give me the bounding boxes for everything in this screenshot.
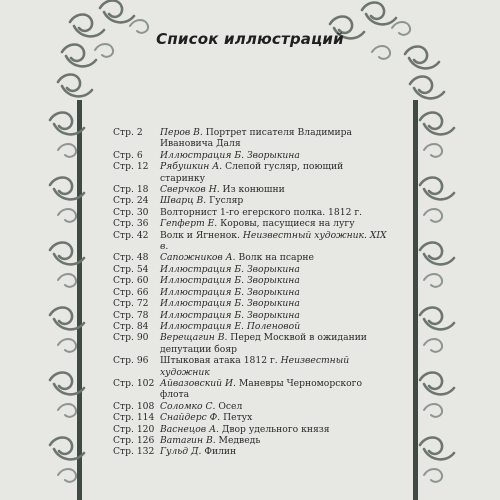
list-item (113, 310, 388, 321)
page-number: Стр. 126 (113, 434, 155, 446)
illustration-caption (160, 127, 388, 150)
artist-name: Иллюстрация Б. Зворыкина (160, 275, 300, 287)
artist-name: Ватагин В. (160, 434, 216, 446)
illustration-caption (160, 355, 388, 378)
artist-name: Иллюстрация Б. Зворыкина (160, 298, 300, 310)
artist-name: Верещагин В. (160, 332, 228, 344)
illustration-caption (160, 252, 388, 263)
artist-name: Гепферт Е. (160, 218, 218, 230)
top-left-flourish (58, 1, 148, 97)
artist-name: Перов В. (160, 127, 203, 138)
list-item (113, 424, 388, 435)
top-right-flourish (330, 3, 444, 99)
list-item (113, 298, 388, 309)
list-item (113, 195, 388, 206)
list-item (113, 230, 388, 253)
page-number: Стр. 114 (113, 412, 155, 424)
page-number: Стр. 30 (113, 206, 149, 218)
page-number: Стр. 78 (113, 309, 149, 321)
list-item (113, 378, 388, 401)
list-item (113, 287, 388, 298)
illustration-caption (160, 435, 388, 446)
page-number: Стр. 2 (113, 127, 143, 138)
page-number: Стр. 12 (113, 161, 149, 173)
list-item (113, 401, 388, 412)
page-number: Стр. 108 (113, 400, 155, 412)
artwork-title: Из конюшни (219, 184, 285, 196)
artist-name: Иллюстрация Е. Поленовой (160, 320, 301, 332)
list-item (113, 446, 388, 457)
artwork-title: Портрет писателя Владимира Ивановича Даля (160, 127, 352, 150)
illustration-caption (160, 218, 388, 229)
page-number: Стр. 6 (113, 149, 143, 161)
artwork-title: Маневры Черноморского флота (160, 377, 362, 401)
illustration-caption (160, 321, 388, 332)
page-number: Стр. 18 (113, 184, 149, 196)
right-border (413, 100, 454, 500)
page-number: Стр. 96 (113, 355, 149, 367)
artwork-title: Коровы, пасущиеся на лугу (217, 218, 355, 230)
page-number: Стр. 120 (113, 423, 155, 435)
artist-name: Васнецов А. (160, 423, 219, 435)
page-number: Стр. 72 (113, 298, 149, 310)
list-item (113, 127, 388, 150)
artist-name: Волк и Ягненок. (160, 229, 240, 241)
artwork-title: Неизвестный художник. XIX в. (160, 229, 387, 253)
artist-name: Снайдерс Ф. (160, 412, 221, 424)
page-title: Список иллюстраций (156, 30, 344, 48)
illustration-caption (160, 287, 388, 298)
artist-name: Сверчков Н. (160, 184, 220, 196)
illustration-caption (160, 378, 388, 401)
artist-name: Соломко С. (160, 400, 216, 412)
illustration-caption (160, 275, 388, 286)
list-item (113, 207, 388, 218)
page-number: Стр. 66 (113, 286, 149, 298)
page-number: Стр. 90 (113, 332, 149, 344)
list-item (113, 252, 388, 263)
artwork-title: Осел (215, 400, 243, 412)
list-item (113, 275, 388, 286)
artwork-title: Петух (220, 412, 253, 424)
page-number: Стр. 60 (113, 275, 149, 287)
illustration-caption (160, 310, 388, 321)
page-number: Стр. 42 (113, 229, 149, 241)
illustration-caption (160, 332, 388, 355)
artwork-title: Двор удельного князя (218, 423, 330, 435)
illustration-caption (160, 298, 388, 309)
artist-name: Сапожников А. (160, 252, 236, 264)
artist-name: Иллюстрация Б. Зворыкина (160, 309, 300, 321)
page-number: Стр. 54 (113, 263, 149, 275)
page-number: Стр. 36 (113, 218, 149, 230)
illustration-caption (160, 195, 388, 206)
artist-name: Шварц В. (160, 195, 207, 207)
illustrations-list (113, 127, 388, 458)
illustration-caption (160, 401, 388, 412)
list-item (113, 332, 388, 355)
left-border (50, 100, 84, 500)
illustration-caption (160, 230, 388, 253)
illustration-caption (160, 150, 388, 161)
page-number: Стр. 102 (113, 377, 155, 389)
illustration-caption (160, 446, 388, 457)
illustration-caption (160, 412, 388, 423)
artwork-title: Перед Москвой в ожидании депутации бояр (160, 332, 367, 355)
list-item (113, 150, 388, 161)
artwork-title: Неизвестный художник (160, 355, 350, 378)
list-item (113, 184, 388, 195)
artist-name: Иллюстрация Б. Зворыкина (160, 149, 300, 161)
artist-name: Иллюстрация Б. Зворыкина (160, 263, 300, 275)
illustration-caption (160, 424, 388, 435)
illustration-caption (160, 207, 388, 218)
artwork-title: Филин (201, 446, 237, 458)
list-item (113, 355, 388, 378)
artwork-title: Медведь (215, 434, 261, 446)
artist-name: Волторнист 1-го егерского полка. 1812 г. (160, 206, 363, 218)
page-number: Стр. 84 (113, 320, 149, 332)
artist-name: Штыковая атака 1812 г. (160, 355, 278, 367)
list-item (113, 321, 388, 332)
illustration-caption (160, 161, 388, 184)
illustration-caption (160, 264, 388, 275)
artwork-title: Слепой гусляр, поющий старинку (160, 161, 344, 184)
illustration-caption (160, 184, 388, 195)
list-item (113, 412, 388, 423)
list-item (113, 264, 388, 275)
artist-name: Иллюстрация Б. Зворыкина (160, 286, 300, 298)
artwork-title: Гусляр (206, 195, 244, 207)
page-number: Стр. 132 (113, 446, 155, 458)
list-item (113, 435, 388, 446)
page-number: Стр. 48 (113, 252, 149, 264)
artist-name: Рябушкин А. (160, 161, 223, 173)
list-item (113, 218, 388, 229)
artist-name: Гульд Д. (160, 446, 202, 458)
artist-name: Айвазовский И. (160, 377, 236, 389)
artwork-title: Волк на псарне (235, 252, 314, 264)
page-number: Стр. 24 (113, 195, 149, 207)
list-item (113, 161, 388, 184)
